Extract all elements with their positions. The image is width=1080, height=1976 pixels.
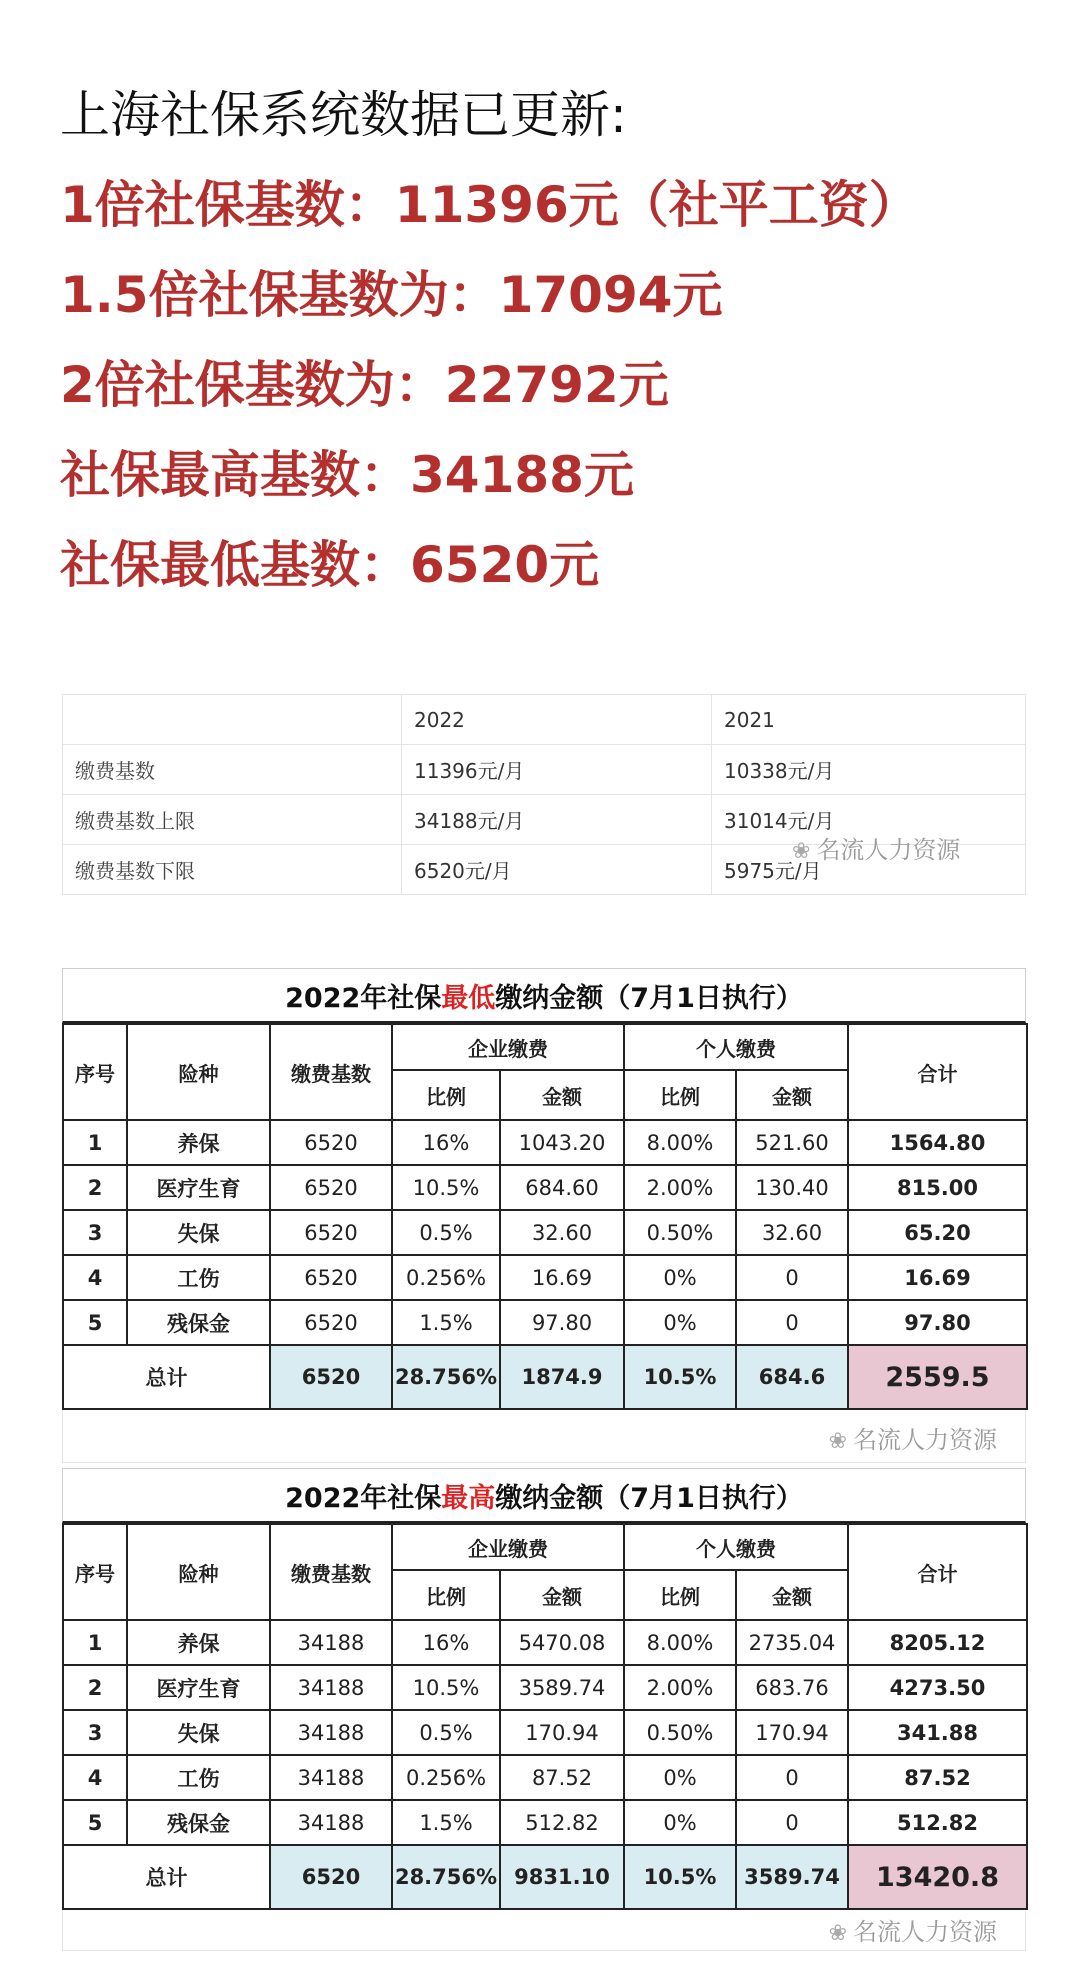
wechat-icon: ❀ [792, 839, 811, 864]
table-cell: 2.00% [624, 1665, 736, 1710]
header-personal: 个人缴费 [624, 1024, 848, 1070]
table-cell: 130.40 [736, 1165, 848, 1210]
table-cell: 32.60 [736, 1210, 848, 1255]
table-cell: 1 [63, 1620, 127, 1665]
table-cell: 170.94 [500, 1710, 624, 1755]
table-row [63, 1210, 1027, 1255]
table-header-row [63, 1024, 1027, 1070]
table-cell: 4273.50 [848, 1665, 1027, 1710]
table-cell: 2735.04 [736, 1620, 848, 1665]
table-cell: 1043.20 [500, 1120, 624, 1165]
table-cell: 512.82 [500, 1800, 624, 1845]
table-cell: 34188 [270, 1710, 392, 1755]
table-row [63, 1255, 1027, 1300]
total-cell: 10.5% [624, 1345, 736, 1409]
header-ratio: 比例 [624, 1070, 736, 1120]
table-cell: 87.52 [848, 1755, 1027, 1800]
table-title [62, 1468, 1026, 1523]
header-index: 序号 [63, 1024, 127, 1120]
title-text: 缴纳金额（7月1日执行） [495, 1482, 803, 1514]
table-cell: 残保金 [127, 1800, 270, 1845]
max-contribution-table [62, 1468, 1026, 1951]
table-cell: 工伤 [127, 1755, 270, 1800]
table-cell: 6520 [270, 1165, 392, 1210]
table-cell: 2 [63, 1165, 127, 1210]
table-cell: 1.5% [392, 1300, 500, 1345]
table-row [63, 1665, 1027, 1710]
headline-block [60, 70, 919, 610]
table-cell: 失保 [127, 1210, 270, 1255]
total-cell: 28.756% [392, 1845, 500, 1909]
header-amount: 金额 [500, 1570, 624, 1620]
table-footer-space [62, 1910, 1026, 1951]
table-cell: 10.5% [392, 1165, 500, 1210]
table-cell: 3 [63, 1210, 127, 1255]
headline-line: 1.5倍社保基数为：17094元 [60, 266, 723, 324]
data-table [62, 1023, 1028, 1410]
header-index: 序号 [63, 1524, 127, 1620]
table-row [63, 1800, 1027, 1845]
table-cell: 缴费基数上限 [63, 795, 402, 845]
table-cell: 2.00% [624, 1165, 736, 1210]
watermark-text: 名流人力资源 [853, 1426, 997, 1454]
table-cell: 34188 [270, 1620, 392, 1665]
header-amount: 金额 [500, 1070, 624, 1120]
header-ratio: 比例 [392, 1070, 500, 1120]
table-cell: 16% [392, 1620, 500, 1665]
table-cell: 2 [63, 1665, 127, 1710]
headline-line: 社保最低基数：6520元 [60, 536, 600, 594]
wechat-icon: ❀ [828, 1429, 847, 1454]
total-cell: 3589.74 [736, 1845, 848, 1909]
table-footer-space [62, 1410, 1026, 1463]
header-ratio: 比例 [392, 1570, 500, 1620]
table-cell: 34188 [270, 1755, 392, 1800]
table-cell: 医疗生育 [127, 1665, 270, 1710]
table-header-cell: 2021 [712, 695, 1026, 745]
table-header-row [63, 1524, 1027, 1570]
table-cell: 0 [736, 1255, 848, 1300]
table-cell: 失保 [127, 1710, 270, 1755]
table-cell: 8205.12 [848, 1620, 1027, 1665]
total-cell: 6520 [270, 1345, 392, 1409]
table-cell: 0% [624, 1755, 736, 1800]
watermark-text: 名流人力资源 [853, 1918, 997, 1946]
table-cell: 97.80 [848, 1300, 1027, 1345]
table-cell: 6520元/月 [402, 845, 712, 895]
table-cell: 87.52 [500, 1755, 624, 1800]
table-cell: 1 [63, 1120, 127, 1165]
table-cell: 521.60 [736, 1120, 848, 1165]
table-cell: 5470.08 [500, 1620, 624, 1665]
total-row [63, 1345, 1027, 1409]
header-type: 险种 [127, 1024, 270, 1120]
table-cell: 16.69 [848, 1255, 1027, 1300]
header-type: 险种 [127, 1524, 270, 1620]
table-cell: 5975元/月 [712, 845, 1026, 895]
table-row [63, 1710, 1027, 1755]
table-cell: 16% [392, 1120, 500, 1165]
total-label: 总计 [63, 1845, 270, 1909]
table-cell: 34188 [270, 1800, 392, 1845]
table-cell: 0.5% [392, 1710, 500, 1755]
min-contribution-table [62, 968, 1026, 1463]
watermark [829, 1420, 997, 1455]
table-cell: 0% [624, 1300, 736, 1345]
header-ratio: 比例 [624, 1570, 736, 1620]
total-cell: 9831.10 [500, 1845, 624, 1909]
table-row [63, 1165, 1027, 1210]
table-row [63, 745, 1026, 795]
wechat-icon: ❀ [828, 1921, 847, 1946]
table-cell: 0% [624, 1255, 736, 1300]
table-cell: 0 [736, 1800, 848, 1845]
header-company: 企业缴费 [392, 1024, 624, 1070]
table-cell: 残保金 [127, 1300, 270, 1345]
headline-line: 2倍社保基数为：22792元 [60, 356, 669, 414]
title-text: 2022年社保 [285, 982, 442, 1014]
table-cell: 养保 [127, 1120, 270, 1165]
header-total: 合计 [848, 1524, 1027, 1620]
table-row [63, 1120, 1027, 1165]
header-base: 缴费基数 [270, 1024, 392, 1120]
title-text: 缴纳金额（7月1日执行） [495, 982, 803, 1014]
table-cell: 0.256% [392, 1255, 500, 1300]
total-row [63, 1845, 1027, 1909]
table-cell: 97.80 [500, 1300, 624, 1345]
header-amount: 金额 [736, 1570, 848, 1620]
table-title [62, 968, 1026, 1023]
table-cell: 6520 [270, 1120, 392, 1165]
header-base: 缴费基数 [270, 1524, 392, 1620]
total-cell: 1874.9 [500, 1345, 624, 1409]
table-cell: 683.76 [736, 1665, 848, 1710]
table-cell: 工伤 [127, 1255, 270, 1300]
total-label: 总计 [63, 1345, 270, 1409]
table-cell: 815.00 [848, 1165, 1027, 1210]
table-header-cell: 2022 [402, 695, 712, 745]
table-cell: 6520 [270, 1210, 392, 1255]
header-personal: 个人缴费 [624, 1524, 848, 1570]
table-cell: 341.88 [848, 1710, 1027, 1755]
table-cell: 1564.80 [848, 1120, 1027, 1165]
data-table [62, 1523, 1028, 1910]
total-cell: 684.6 [736, 1345, 848, 1409]
headline-line: 社保最高基数：34188元 [60, 446, 634, 504]
table-header-row [63, 695, 1026, 745]
table-cell: 5 [63, 1300, 127, 1345]
table-cell: 10338元/月 [712, 745, 1026, 795]
table-cell: 8.00% [624, 1620, 736, 1665]
total-cell: 6520 [270, 1845, 392, 1909]
table-cell: 5 [63, 1800, 127, 1845]
total-cell: 10.5% [624, 1845, 736, 1909]
table-cell: 11396元/月 [402, 745, 712, 795]
table-cell: 0.256% [392, 1755, 500, 1800]
table-cell: 34188 [270, 1665, 392, 1710]
title-highlight: 最高 [441, 1482, 496, 1514]
table-cell: 0 [736, 1300, 848, 1345]
watermark [829, 1912, 997, 1947]
table-cell: 0.50% [624, 1210, 736, 1255]
table-cell: 3 [63, 1710, 127, 1755]
title-text: 2022年社保 [285, 1482, 442, 1514]
table-row [63, 1755, 1027, 1800]
header-company: 企业缴费 [392, 1524, 624, 1570]
table-cell: 医疗生育 [127, 1165, 270, 1210]
table-cell: 3589.74 [500, 1665, 624, 1710]
table-cell: 684.60 [500, 1165, 624, 1210]
table-cell: 0.50% [624, 1710, 736, 1755]
header-amount: 金额 [736, 1070, 848, 1120]
table-cell: 32.60 [500, 1210, 624, 1255]
table-cell: 8.00% [624, 1120, 736, 1165]
table-cell: 0% [624, 1800, 736, 1845]
table-cell: 4 [63, 1755, 127, 1800]
total-cell: 28.756% [392, 1345, 500, 1409]
table-row [63, 1620, 1027, 1665]
title-highlight: 最低 [441, 982, 496, 1014]
table-cell: 512.82 [848, 1800, 1027, 1845]
table-cell: 10.5% [392, 1665, 500, 1710]
table-cell: 4 [63, 1255, 127, 1300]
table-cell: 0 [736, 1755, 848, 1800]
grand-total-cell: 13420.8 [848, 1845, 1027, 1909]
table-cell: 1.5% [392, 1800, 500, 1845]
table-cell [63, 695, 402, 745]
table-row [63, 1300, 1027, 1345]
table-cell: 6520 [270, 1255, 392, 1300]
table-cell: 31014元/月 [712, 795, 1026, 845]
table-cell: 16.69 [500, 1255, 624, 1300]
table-cell: 缴费基数下限 [63, 845, 402, 895]
table-cell: 170.94 [736, 1710, 848, 1755]
table-cell: 缴费基数 [63, 745, 402, 795]
watermark [792, 830, 960, 865]
grand-total-cell: 2559.5 [848, 1345, 1027, 1409]
table-cell: 34188元/月 [402, 795, 712, 845]
table-cell: 0.5% [392, 1210, 500, 1255]
headline-line: 1倍社保基数：11396元（社平工资） [60, 176, 919, 234]
watermark-text: 名流人力资源 [816, 836, 961, 864]
headline-title: 上海社保系统数据已更新: [60, 86, 627, 144]
table-cell: 养保 [127, 1620, 270, 1665]
table-cell: 6520 [270, 1300, 392, 1345]
header-total: 合计 [848, 1024, 1027, 1120]
table-cell: 65.20 [848, 1210, 1027, 1255]
